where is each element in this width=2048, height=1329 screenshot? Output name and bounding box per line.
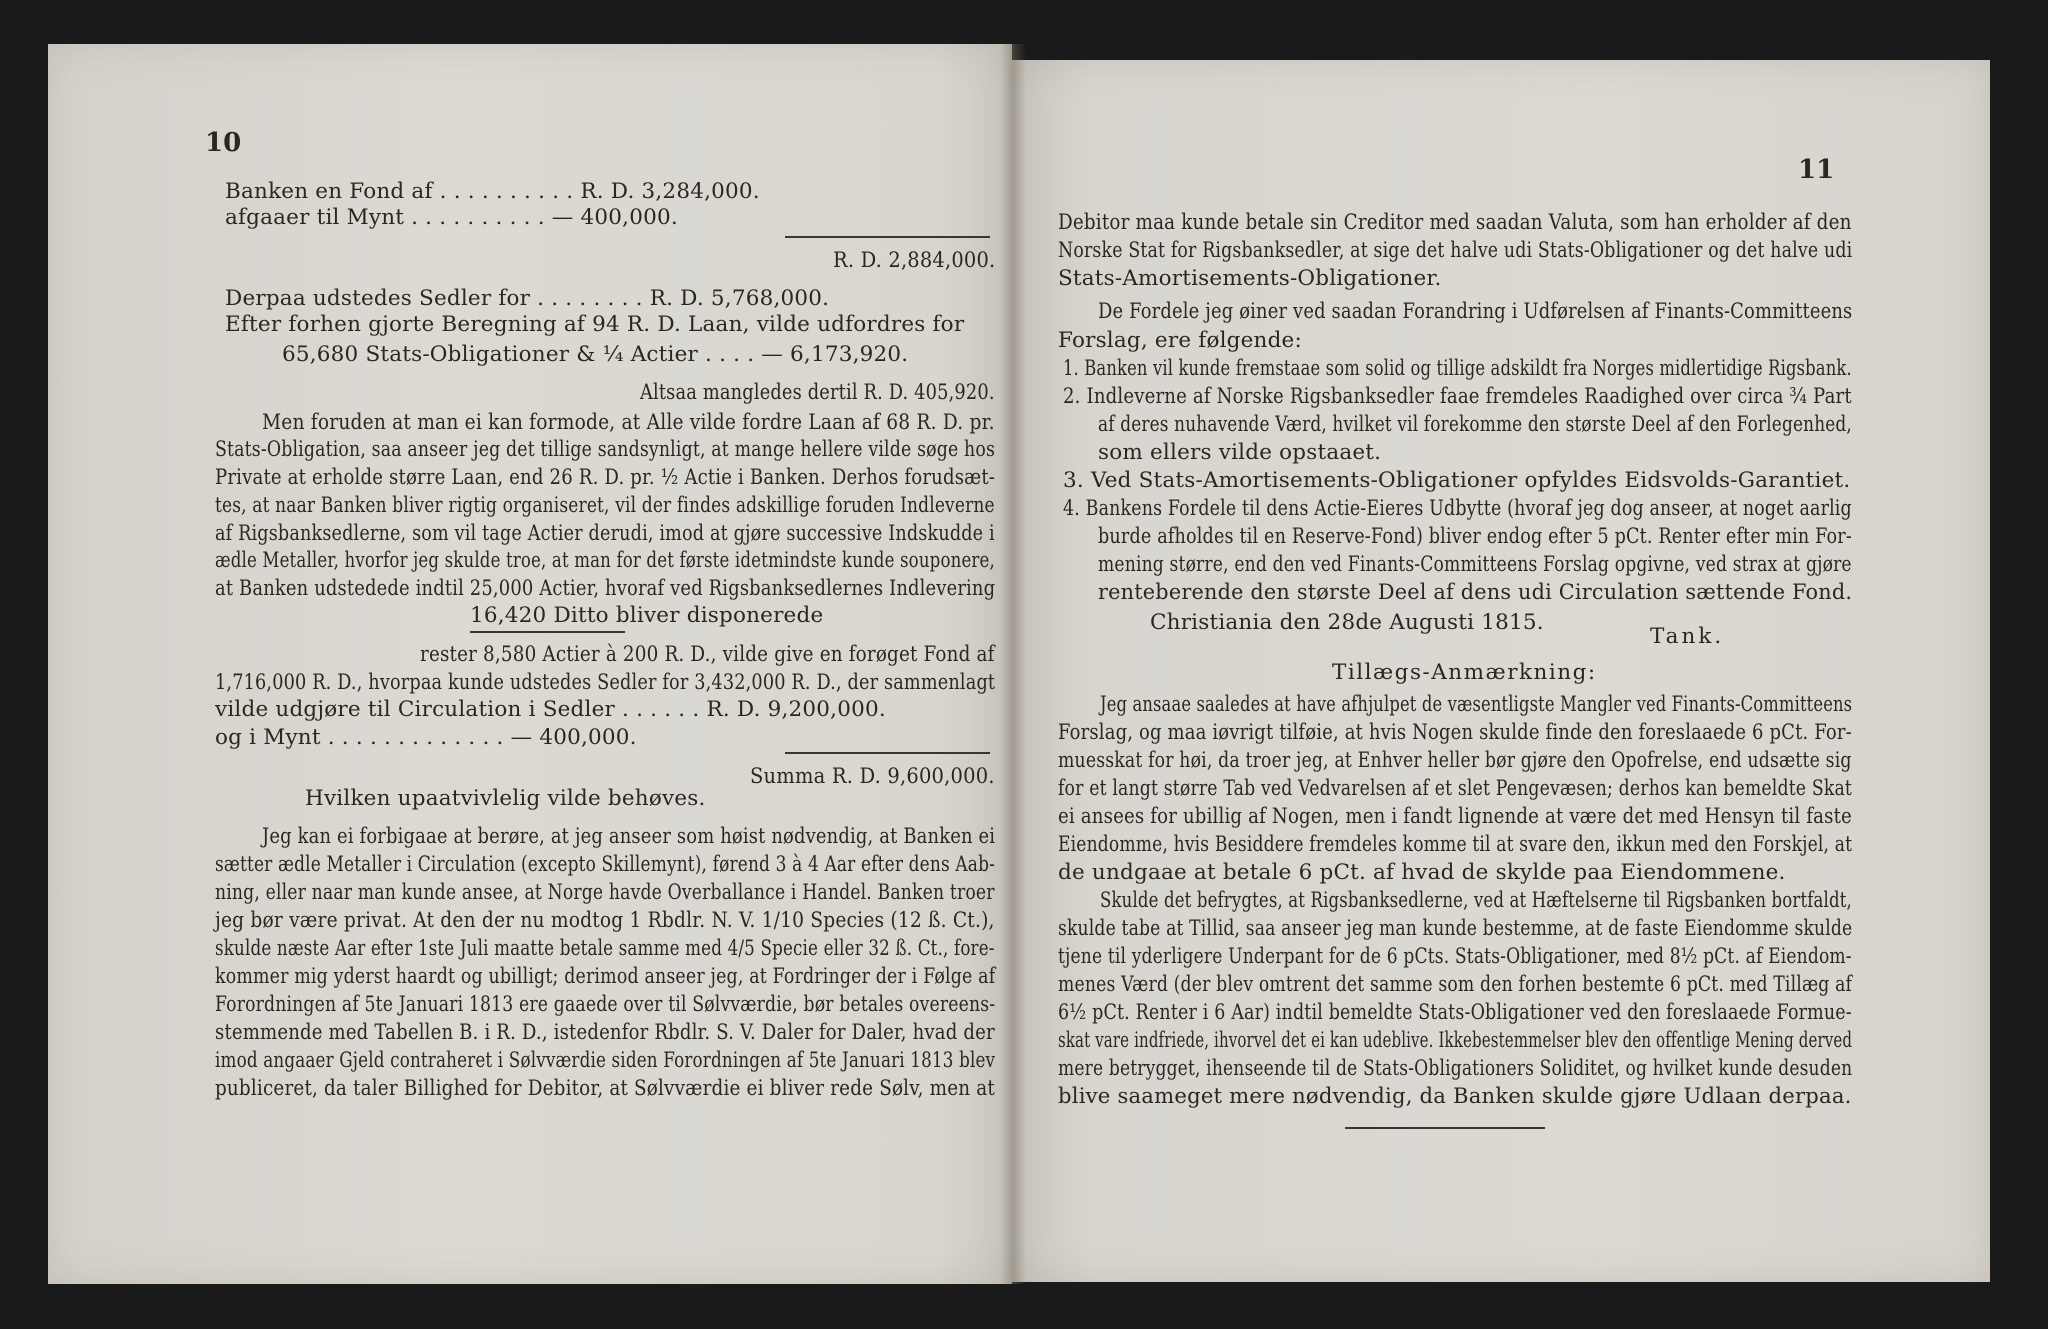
- text-line: Debitor maa kunde betale sin Creditor med saadan Valuta, som han erholder af den: [1058, 210, 1852, 235]
- text-line: De Fordele jeg øiner ved saadan Forandring i Udførelsen af Finants-Committeens: [1098, 299, 1853, 324]
- text-line: og i Mynt . . . . . . . . . . . . . — 400,000.: [215, 725, 637, 750]
- text-line: mening større, end den ved Finants-Committeens Forslag opgivne, ved strax at gjøre: [1098, 552, 1852, 577]
- text-line: 1,716,000 R. D., hvorpaa kunde udstedes Sedler for 3,432,000 R. D., der sammenlagt: [215, 670, 996, 695]
- text-line: tjene til yderligere Underpant for de 6 pCts. Stats-Obligationer, med 8½ pCt. af Eiendom-: [1058, 944, 1852, 969]
- text-line: Private at erholde større Laan, end 26 R. D. pr. ½ Actie i Banken. Derhos forudsæt-: [215, 465, 996, 490]
- text-line: af Rigsbanksedlerne, som vil tage Actier derudi, imod at gjøre successive Indskudde i: [215, 521, 995, 546]
- text-line: sætter ædle Metaller i Circulation (excepto Skillemynt), førend 3 à 4 Aar efter dens Aab-: [215, 852, 996, 877]
- text-line: imod angaaer Gjeld contraheret i Sølvværdie siden Forordningen af 5te Januari 1813 blev: [215, 1048, 996, 1073]
- text-line: skulde næste Aar efter 1ste Juli maatte betale samme med 4/5 Specie eller 32 ß. Ct., fore-: [215, 936, 995, 961]
- text-line: renteberende den største Deel af dens udi Circulation sættende Fond.: [1098, 580, 1853, 605]
- end-rule: [1345, 1127, 1545, 1129]
- text-line: Skulde det befrygtes, at Rigsbanksedlerne, ved at Hæftelserne til Rigsbanken bortfaldt,: [1100, 888, 1852, 913]
- text-line: afgaaer til Mynt . . . . . . . . . . — 400,000.: [225, 205, 678, 230]
- text-line: Norske Stat for Rigsbanksedler, at sige det halve udi Stats-Obligationer og det halve udi: [1058, 238, 1853, 263]
- text-line: ning, eller naar man kunde ansee, at Norge havde Overballance i Handel. Banken troer: [215, 880, 995, 905]
- text-line: for et langt større Tab ved Vedvarelsen af et slet Pengevæsen; derhos kan bemeldte Skat: [1058, 776, 1853, 801]
- text-line: stemmende med Tabellen B. i R. D., istedenfor Rbdlr. S. V. Daler for Daler, hvad der: [215, 1020, 995, 1045]
- text-line: de undgaae at betale 6 pCt. af hvad de skylde paa Eiendommene.: [1058, 860, 1786, 885]
- text-line: skulde tabe at Tillid, saa anseer jeg man kunde bestemme, at de faste Eiendomme skulde: [1058, 916, 1853, 941]
- text-line: Forslag, og maa iøvrigt tilføie, at hvis Nogen skulde finde den foreslaaede 6 pCt. For-: [1058, 720, 1852, 745]
- text-line: Forordningen af 5te Januari 1813 ere gaaede over til Sølvværdie, bør betales overeens-: [215, 992, 996, 1017]
- text-line: ei ansees for ubillig af Nogen, men i fandt lignende at være det med Hensyn til faste: [1058, 804, 1852, 829]
- list-item: 3. Ved Stats-Amortisements-Obligationer opfyldes Eidsvolds-Garantiet.: [1063, 468, 1851, 493]
- text-line: vilde udgjøre til Circulation i Sedler . . . . . . R. D. 9,200,000.: [215, 697, 886, 722]
- text-line: at Banken udstedede indtil 25,000 Actier, hvoraf ved Rigsbanksedlernes Indlevering: [215, 576, 996, 601]
- text-line: Derpaa udstedes Sedler for . . . . . . . . R. D. 5,768,000.: [225, 286, 830, 311]
- text-line: jeg bør være privat. At den der nu modtog 1 Rbdlr. N. V. 1/10 Species (12 ß. Ct.),: [215, 908, 995, 933]
- text-line: som ellers vilde opstaaet.: [1098, 440, 1382, 465]
- text-line: af deres nuhavende Værd, hvilket vil forekomme den største Deel af den Forlegenhed,: [1098, 412, 1852, 437]
- text-line: Men foruden at man ei kan formode, at Alle vilde fordre Laan af 68 R. D. pr.: [262, 410, 995, 435]
- text-line: menes Værd (der blev omtrent det samme som den forhen bestemte 6 pCt. med Tillæg af: [1058, 972, 1853, 997]
- text-line: skat vare indfriede, ihvorvel det ei kan udeblive. Ikkebestemmelser blev den offentlige Mening derved: [1058, 1028, 1853, 1053]
- text-line: ædle Metaller, hvorfor jeg skulde troe, at man for det første idetmindste kunde souponere,: [215, 548, 995, 573]
- sum-rule: [785, 752, 990, 754]
- text-line: R. D. 2,884,000.: [833, 248, 996, 273]
- text-line: 65,680 Stats-Obligationer & ¼ Actier . . . . — 6,173,920.: [282, 342, 909, 367]
- text-line: Banken en Fond af . . . . . . . . . . R. D. 3,284,000.: [225, 179, 760, 204]
- list-item: 2. Indleverne af Norske Rigsbanksedler faae fremdeles Raadighed over circa ¾ Part: [1063, 384, 1852, 409]
- text-line: publiceret, da taler Billighed for Debitor, at Sølvværdie ei bliver rede Sølv, men at: [215, 1076, 995, 1101]
- text-line: Stats-Amortisements-Obligationer.: [1058, 266, 1442, 291]
- list-item: 4. Bankens Fordele til dens Actie-Eieres Udbytte (hvoraf jeg dog anseer, at noget aarlig: [1063, 496, 1852, 521]
- book-gutter: [1000, 44, 1026, 1284]
- list-item: 1. Banken vil kunde fremstaae som solid og tillige adskildt fra Norges midlertidige Rigsbank.: [1063, 356, 1852, 381]
- sum-rule: [785, 236, 990, 238]
- text-line: 16,420 Ditto bliver disponerede: [470, 603, 824, 628]
- text-line: Altsaa mangledes dertil R. D. 405,920.: [640, 380, 995, 405]
- text-line: Summa R. D. 9,600,000.: [750, 764, 995, 789]
- page-number-right: 11: [1798, 155, 1835, 185]
- text-line: Jeg kan ei forbigaae at berøre, at jeg anseer som høist nødvendig, at Banken ei: [262, 824, 996, 849]
- signature: Tank.: [1650, 624, 1725, 649]
- text-line: Jeg ansaae saaledes at have afhjulpet de væsentligste Mangler ved Finants-Committeens: [1100, 692, 1853, 717]
- text-line: tes, at naar Banken bliver rigtig organiseret, vil der findes adskillige foruden Indleverne: [215, 493, 995, 518]
- text-line: muesskat for høi, da troer jeg, at Enhver heller bør gjøre den Opofrelse, end udsætte sig: [1058, 748, 1852, 773]
- text-line: Efter forhen gjorte Beregning af 94 R. D. Laan, vilde udfordres for: [225, 312, 965, 337]
- text-line: rester 8,580 Actier à 200 R. D., vilde give en forøget Fond af: [420, 642, 995, 667]
- text-line: Stats-Obligation, saa anseer jeg det tillige sandsynligt, at mange hellere vilde søge hos: [215, 437, 996, 462]
- text-line: mere betrygget, ihenseende til de Stats-Obligationers Soliditet, og hvilket kunde desuden: [1058, 1056, 1853, 1081]
- text-line: Eiendomme, hvis Besiddere fremdeles komme til at svare den, ikkun med den Forskjel, at: [1058, 832, 1853, 857]
- text-line: 6½ pCt. Renter i 6 Aar) indtil bemeldte Stats-Obligationer ved den foreslaaede Formue-: [1058, 1000, 1852, 1025]
- text-line: Hvilken upaatvivlelig vilde behøves.: [305, 786, 706, 811]
- sum-rule: [470, 631, 625, 633]
- text-line: kommer mig yderst haardt og ubilligt; derimod anseer jeg, at Fordringer der i Følge af: [215, 964, 996, 989]
- section-heading: Tillægs-Anmærkning:: [1332, 660, 1597, 685]
- text-line: blive saameget mere nødvendig, da Banken skulde gjøre Udlaan derpaa.: [1058, 1084, 1852, 1109]
- text-line: burde afholdes til en Reserve-Fond) bliver endog efter 5 pCt. Renter efter min For-: [1098, 524, 1852, 549]
- place-date: Christiania den 28de Augusti 1815.: [1150, 610, 1544, 635]
- page-number-left: 10: [205, 128, 242, 158]
- text-line: Forslag, ere følgende:: [1058, 328, 1302, 353]
